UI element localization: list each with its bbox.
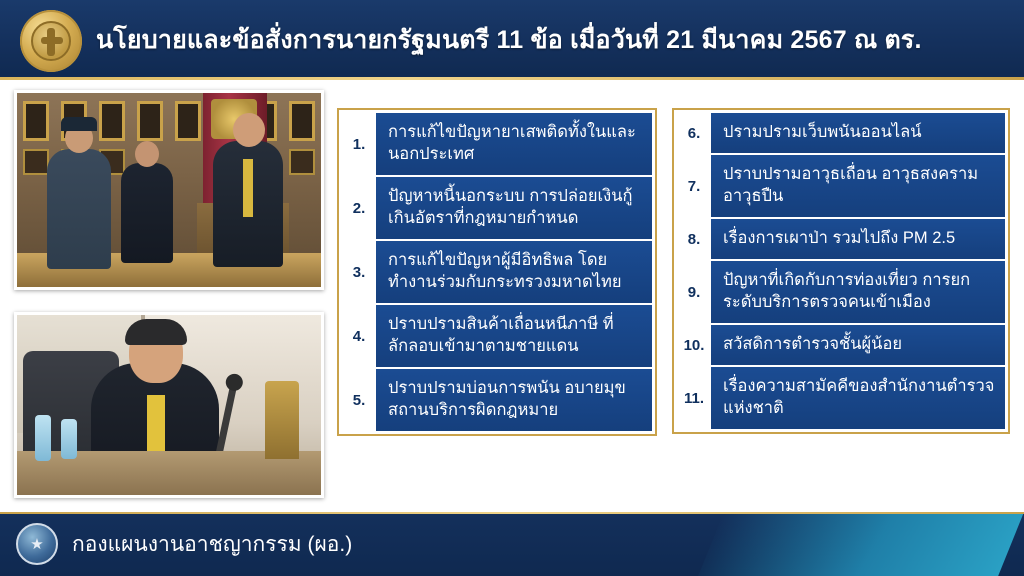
photo-meeting bbox=[14, 312, 324, 498]
list-item-number: 6. bbox=[677, 113, 711, 153]
list-item bbox=[677, 367, 1005, 429]
list-item bbox=[677, 155, 1005, 219]
police-badge-icon: ★ bbox=[16, 523, 58, 565]
list-item-label: ปราบปรามอาวุธเถื่อน อาวุธสงคราม อาวุธปืน bbox=[711, 155, 1005, 217]
list-item-number: 1. bbox=[342, 113, 376, 175]
list-item bbox=[677, 261, 1005, 325]
list-item bbox=[342, 241, 652, 305]
list-item-number: 7. bbox=[677, 155, 711, 217]
page-title: นโยบายและข้อสั่งการนายกรัฐมนตรี 11 ข้อ เมื่อวันที่ 21 มีนาคม 2567 ณ ตร. bbox=[96, 26, 922, 54]
list-item-label: เรื่องความสามัคคีของสำนักงานตำรวจแห่งชาติ bbox=[711, 367, 1005, 429]
list-item-number: 9. bbox=[677, 261, 711, 323]
footer-divider bbox=[0, 512, 1024, 514]
list-item-number: 3. bbox=[342, 241, 376, 303]
list-item-label: การแก้ไขปัญหายาเสพติดทั้งในและนอกประเทศ bbox=[376, 113, 652, 175]
policy-list-left bbox=[337, 108, 657, 436]
list-item-label: ปัญหาที่เกิดกับการท่องเที่ยว การยกระดับบริการตรวจคนเข้าเมือง bbox=[711, 261, 1005, 323]
list-item bbox=[342, 113, 652, 177]
list-item-number: 2. bbox=[342, 177, 376, 239]
list-item-label: ปรามปรามเว็บพนันออนไลน์ bbox=[711, 113, 1005, 153]
list-item bbox=[677, 325, 1005, 367]
slide-footer bbox=[0, 512, 1024, 576]
list-item-number: 4. bbox=[342, 305, 376, 367]
list-item-label: เรื่องการเผาป่า รวมไปถึง PM 2.5 bbox=[711, 219, 1005, 259]
police-emblem-icon bbox=[20, 10, 82, 72]
list-item-label: สวัสดิการตำรวจชั้นผู้น้อย bbox=[711, 325, 1005, 365]
list-item-number: 8. bbox=[677, 219, 711, 259]
list-item-number: 5. bbox=[342, 369, 376, 431]
footer-label: กองแผนงานอาชญากรรม (ผอ.) bbox=[72, 532, 353, 556]
list-item-label: ปราบปรามสินค้าเถื่อนหนีภาษี ที่ลักลอบเข้ามาตามชายแดน bbox=[376, 305, 652, 367]
list-item-label: ปัญหาหนี้นอกระบบ การปล่อยเงินกู้เกินอัตราที่กฎหมายกำหนด bbox=[376, 177, 652, 239]
slide-header bbox=[0, 0, 1024, 80]
list-item-label: ปราบปรามบ่อนการพนัน อบายมุข สถานบริการผิดกฎหมาย bbox=[376, 369, 652, 431]
slide-body bbox=[0, 80, 1024, 512]
list-item-label: การแก้ไขปัญหาผู้มีอิทธิพล โดยทำงานร่วมกับกระทรวงมหาดไทย bbox=[376, 241, 652, 303]
list-item-number: 10. bbox=[677, 325, 711, 365]
list-item bbox=[677, 113, 1005, 155]
list-item bbox=[342, 177, 652, 241]
list-item-number: 11. bbox=[677, 367, 711, 429]
list-item bbox=[342, 369, 652, 431]
list-item bbox=[677, 219, 1005, 261]
list-item bbox=[342, 305, 652, 369]
policy-list-right bbox=[672, 108, 1010, 434]
photo-ceremony bbox=[14, 90, 324, 290]
